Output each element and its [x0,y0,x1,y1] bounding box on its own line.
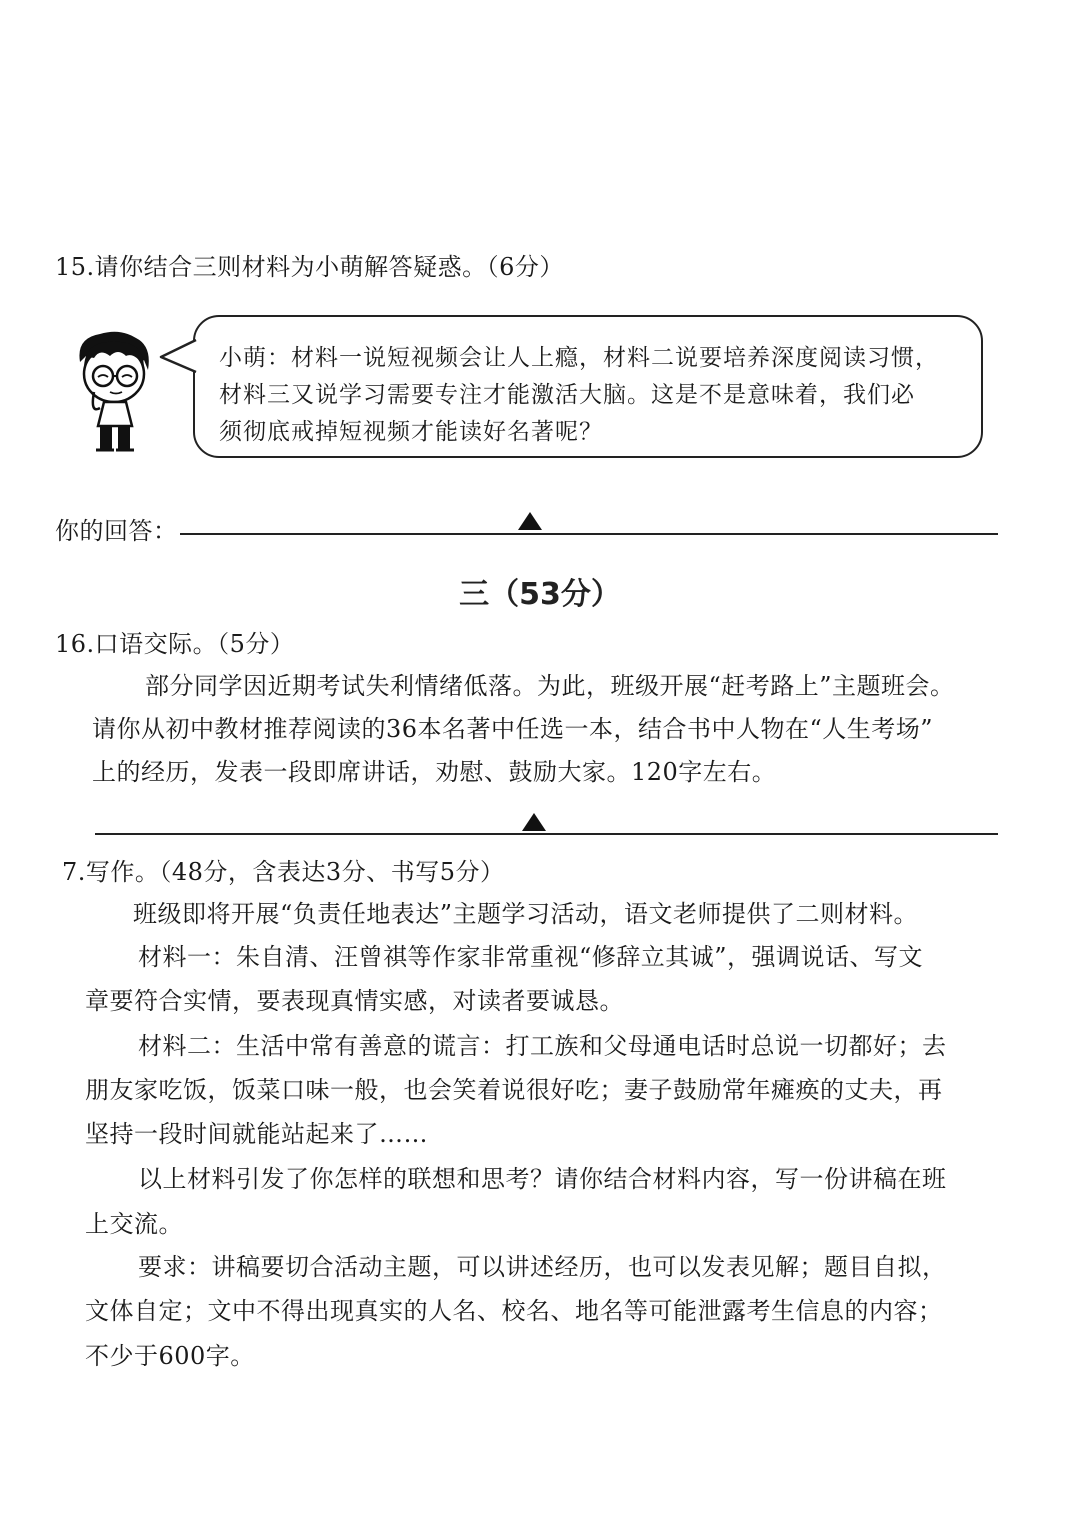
question-15-prompt: 15.请你结合三则材料为小萌解答疑惑。（6分） [55,253,564,281]
student-cartoon-icon [70,330,165,455]
section-title: 三（53分） [459,577,621,612]
answer-line[interactable] [180,533,998,535]
q17-line-9: 要求：讲稿要切合活动主题，可以讲述经历，也可以发表见解；题目自拟， [138,1253,947,1281]
speech-line-2: 材料三又说学习需要专注才能激活大脑。这是不是意味着，我们必 [219,382,915,408]
q17-line-8: 上交流。 [85,1210,183,1238]
q17-line-10: 文体自定；文中不得出现真实的人名、校名、地名等可能泄露考生信息的内容； [85,1297,943,1325]
q17-line-1: 班级即将开展“负责任地表达”主题学习活动，语文老师提供了二则材料。 [133,900,919,928]
q17-line-5: 朋友家吃饭，饭菜口味一般，也会笑着说很好吃；妻子鼓励常年瘫痪的丈夫，再 [85,1076,943,1104]
question-16-prompt: 16.口语交际。（5分） [55,630,295,658]
q17-line-4: 材料二：生活中常有善意的谎言：打工族和父母通电话时总说一切都好；去 [138,1032,947,1060]
q17-line-2: 材料一：朱自清、汪曾祺等作家非常重视“修辞立其诚”，强调说话、写文 [138,943,924,971]
question-17-prompt: 7.写作。（48分，含表达3分、书写5分） [62,858,505,886]
q17-line-3: 章要符合实情，要表现真情实感，对读者要诚恳。 [85,987,624,1015]
q16-body-line-3: 上的经历，发表一段即席讲话，劝慰、鼓励大家。120字左右。 [92,758,777,786]
speech-bubble [193,315,983,458]
speech-line-1: 小萌：材料一说短视频会让人上瘾，材料二说要培养深度阅读习惯， [219,345,939,371]
answer-label: 你的回答： [55,517,178,545]
q16-body-line-2: 请你从初中教材推荐阅读的36本名著中任选一本，结合书中人物在“人生考场” [92,715,934,743]
q17-line-7: 以上材料引发了你怎样的联想和思考？请你结合材料内容，写一份讲稿在班 [138,1165,947,1193]
q17-line-11: 不少于600字。 [85,1342,255,1370]
triangle-marker-icon [522,813,546,831]
q16-body-line-1: 部分同学因近期考试失利情绪低落。为此，班级开展“赶考路上”主题班会。 [145,672,955,700]
speech-bubble-tail [158,336,198,376]
answer-line[interactable] [95,833,998,835]
speech-line-3: 须彻底戒掉短视频才能读好名著呢？ [219,419,603,445]
q17-line-6: 坚持一段时间就能站起来了…… [85,1120,428,1148]
triangle-marker-icon [518,512,542,530]
